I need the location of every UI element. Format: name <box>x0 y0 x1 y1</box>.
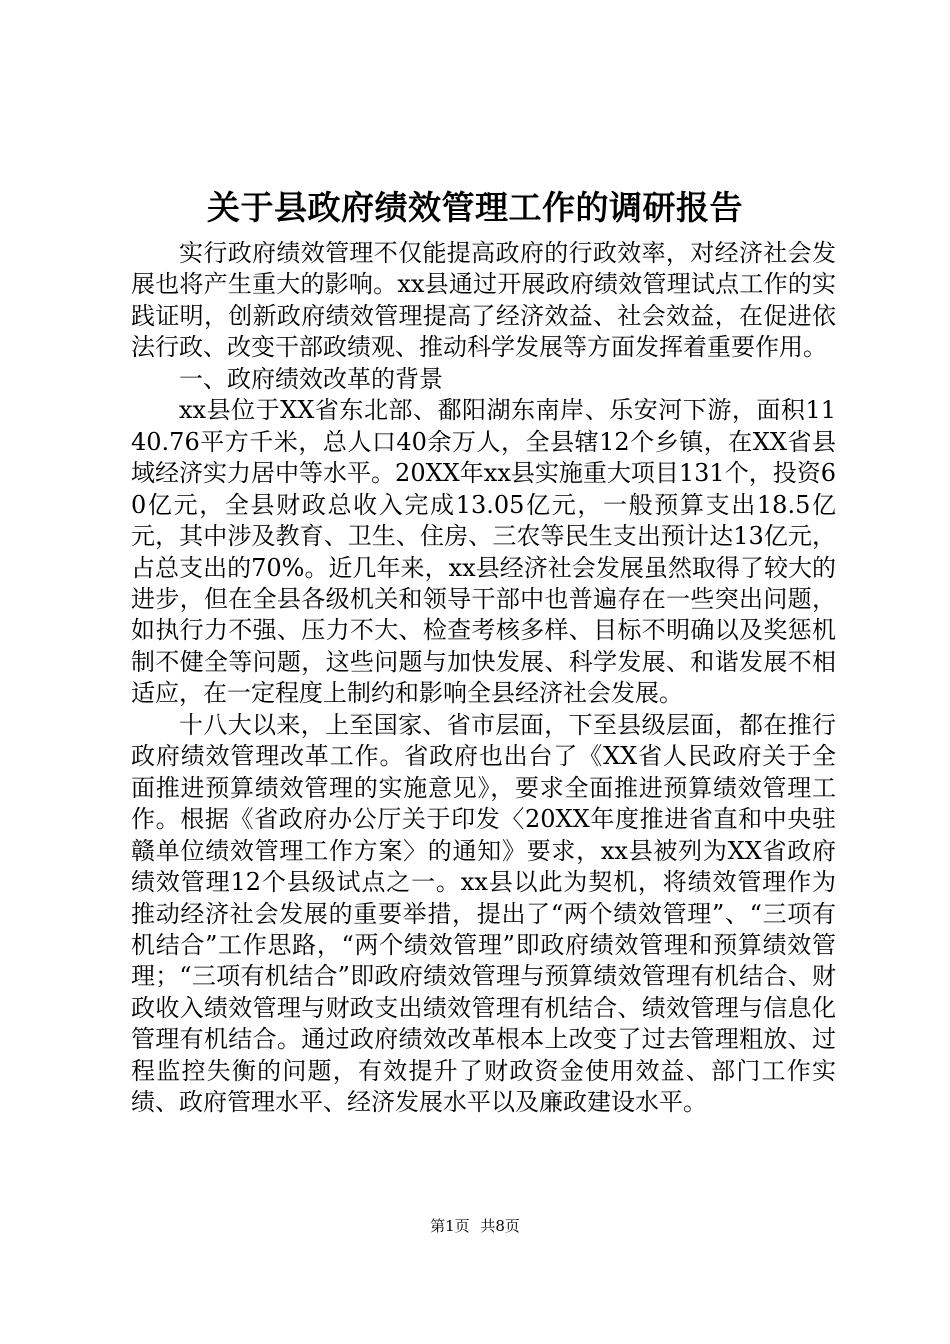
paragraph-county-overview: xx县位于XX省东北部、鄱阳湖东南岸、乐安河下游，面积1140.76平方千米，总人口40余万人，全县辖12个乡镇，在XX省县域经济实力居中等水平。20XX年xx县实施重大项目131个，投资60亿元，全县财政总收入完成13.05亿元，一般预算支出18.5亿元，其中涉及教育、卫生、住房、三农等民生支出预计达13亿元，占总支出的70%。近几年来，xx县经济社会发展虽然取得了较大的进步，但在全县各级机关和领导干部中也普遍存在一些突出问题，如执行力不强、压力不大、检查考核多样、目标不明确以及奖惩机制不健全等问题，这些问题与加快发展、科学发展、和谐发展不相适应，在一定程度上制约和影响全县经济社会发展。 <box>131 396 836 708</box>
paragraph-intro: 实行政府绩效管理不仅能提高政府的行政效率，对经济社会发展也将产生重大的影响。xx县通过开展政府绩效管理试点工作的实践证明，创新政府绩效管理提高了经济效益、社会效益，在促进依法行政、改变干部政绩观、推动科学发展等方面发挥着重要作用。 <box>131 239 836 362</box>
page-footer <box>0 1216 950 1236</box>
paragraph-reform-policy: 十八大以来，上至国家、省市层面，下至县级层面，都在推行政府绩效管理改革工作。省政府也出台了《XX省人民政府关于全面推进预算绩效管理的实施意见》，要求全面推进预算绩效管理工作。根据《省政府办公厅关于印发〈20XX年度推进省直和中央驻赣单位绩效管理工作方案〉的通知》要求，xx县被列为XX省政府绩效管理12个县级试点之一。xx县以此为契机，将绩效管理作为推动经济社会发展的重要举措，提出了“两个绩效管理”、“三项有机结合”工作思路，“两个绩效管理”即政府绩效管理和预算绩效管理；“三项有机结合”即政府绩效管理与预算绩效管理有机结合、财政收入绩效管理与财政支出绩效管理有机结合、绩效管理与信息化管理有机结合。通过政府绩效改革根本上改变了过去管理粗放、过程监控失衡的问题，有效提升了财政资金使用效益、部门工作实绩、政府管理水平、经济发展水平以及廉政建设水平。 <box>131 710 836 1117</box>
page-total: 共8页 <box>480 1217 520 1235</box>
page-number: 第1页 <box>430 1217 470 1235</box>
document-title: 关于县政府绩效管理工作的调研报告 <box>207 188 743 227</box>
document-body <box>131 238 836 1119</box>
section-heading-background: 一、政府绩效改革的背景 <box>179 364 443 393</box>
